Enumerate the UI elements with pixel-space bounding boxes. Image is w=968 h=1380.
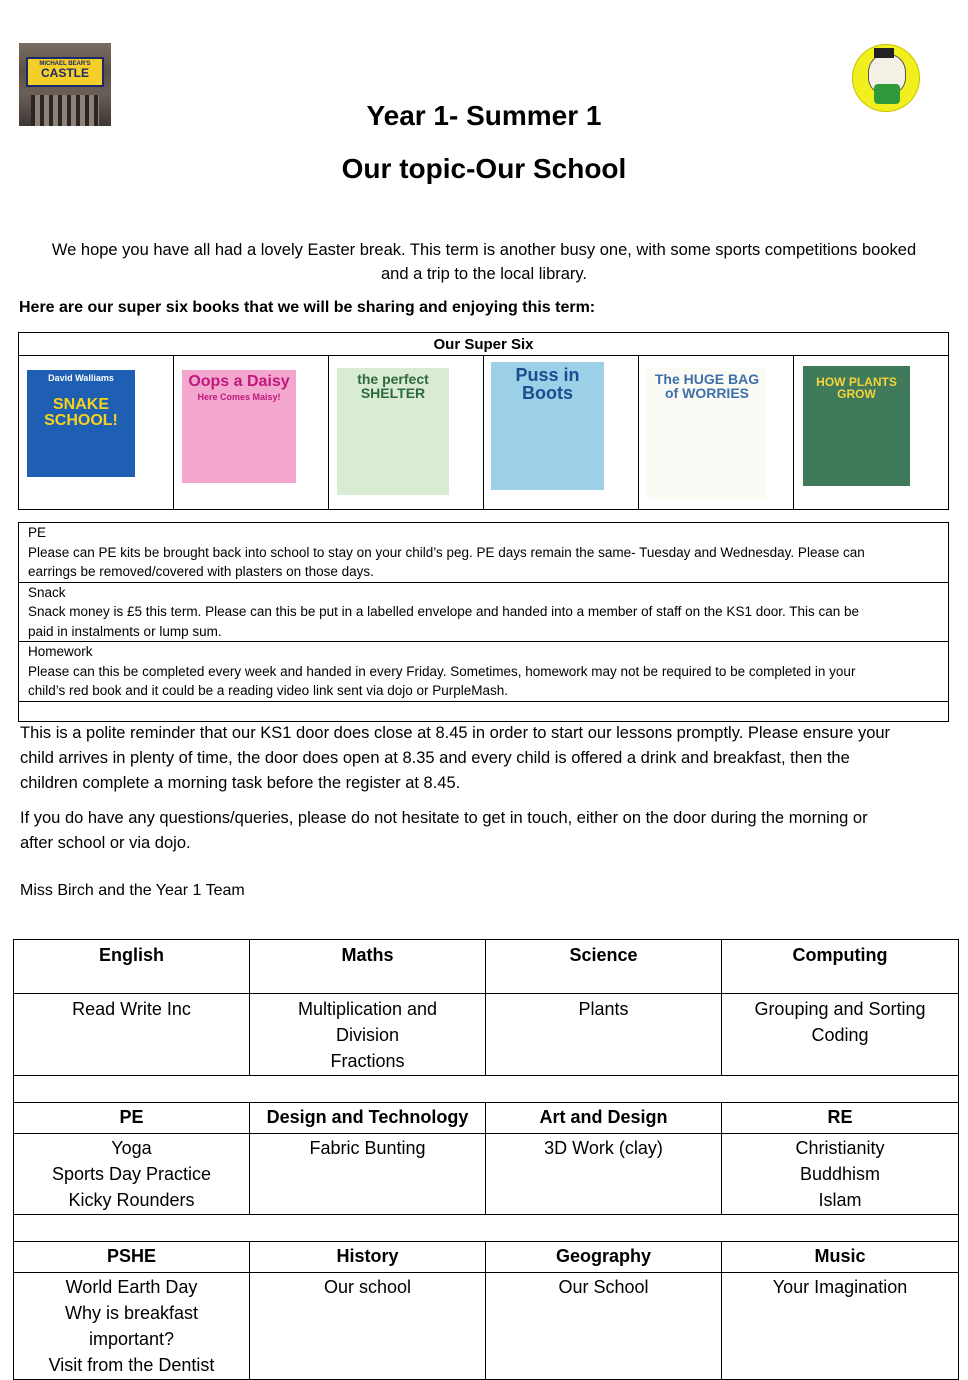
info-table: [18, 522, 949, 722]
subject-header: Design and Technology: [250, 1103, 486, 1134]
subject-content: Yoga Sports Day Practice Kicky Rounders: [14, 1134, 250, 1215]
topic-title: Our topic-Our School: [341, 153, 627, 184]
book-cover-puss-in-boots: Puss in Boots: [491, 362, 604, 490]
subject-content: Our School: [486, 1273, 722, 1380]
spacer-row: [14, 1076, 959, 1103]
subject-header: Geography: [486, 1242, 722, 1273]
subject-header: RE: [722, 1103, 959, 1134]
info-homework: Homework Please can this be completed every week and handed in every Friday. Sometimes, homework may not be required to be completed in your child’s red book and it could be a reading video link sent via dojo or PurpleMash.: [19, 642, 949, 702]
super-six-heading: Our Super Six: [19, 333, 949, 356]
subject-header: History: [250, 1242, 486, 1273]
subject-content: Our school: [250, 1273, 486, 1380]
subject-content: Grouping and Sorting Coding: [722, 994, 959, 1076]
bear-hat-icon: [874, 48, 894, 58]
book-cell: [329, 356, 484, 510]
subject-content: Read Write Inc: [14, 994, 250, 1076]
book-cover-perfect-shelter: the perfect SHELTER: [337, 368, 449, 495]
subjects-table: [13, 939, 959, 1380]
book-cover-huge-bag-of-worries: The HUGE BAG of WORRIES: [647, 368, 767, 500]
subject-content: Fabric Bunting: [250, 1134, 486, 1215]
super-six-table: [18, 332, 949, 510]
subject-header: Art and Design: [486, 1103, 722, 1134]
spacer-row: [14, 1215, 959, 1242]
subject-content: 3D Work (clay): [486, 1134, 722, 1215]
questions-paragraph: If you do have any questions/queries, please do not hesitate to get in touch, either on the door during the morning or after school or via dojo.: [20, 809, 868, 852]
castle-sign: MICHAEL BEAR'S CASTLE: [26, 57, 104, 87]
signoff: Miss Birch and the Year 1 Team: [20, 882, 245, 899]
info-snack: Snack Snack money is £5 this term. Please can this be put in a labelled envelope and handed into a member of staff on the KS1 door. This can be paid in instalments or lump sum.: [19, 582, 949, 642]
subject-header: Computing: [722, 940, 959, 994]
reminder-paragraph: This is a polite reminder that our KS1 door does close at 8.45 in order to start our lessons promptly. Please ensure your child arrives in plenty of time, the door does open at 8.35 and every child is offered a drink and breakfast, then the children complete a morning task before the register at 8.45.: [20, 724, 891, 792]
subject-header: PSHE: [14, 1242, 250, 1273]
subject-content: Christianity Buddhism Islam: [722, 1134, 959, 1215]
book-cell: [174, 356, 329, 510]
book-cover-how-plants-grow: HOW PLANTS GROW: [803, 366, 910, 486]
book-cover-snake-school: David Walliams SNAKE SCHOOL!: [27, 370, 135, 477]
intro-text: We hope you have all had a lovely Easter break. This term is another busy one, with some sports competitions booked and a trip to the local library.: [51, 241, 917, 283]
info-blank-row: [19, 701, 949, 721]
subject-content: World Earth Day Why is breakfast important? Visit from the Dentist: [14, 1273, 250, 1380]
subject-header: Maths: [250, 940, 486, 994]
books-lead-text: Here are our super six books that we will be sharing and enjoying this term:: [19, 299, 596, 316]
page-title: Year 1- Summer 1: [366, 100, 602, 131]
book-cover-oops-a-daisy: Oops a Daisy Here Comes Maisy!: [182, 370, 296, 483]
subject-header: PE: [14, 1103, 250, 1134]
book-cell: [639, 356, 794, 510]
subject-content: Your Imagination: [722, 1273, 959, 1380]
subject-content: Multiplication and Division Fractions: [250, 994, 486, 1076]
subject-header: Music: [722, 1242, 959, 1273]
subject-content: Plants: [486, 994, 722, 1076]
info-pe: PE Please can PE kits be brought back into school to stay on your child’s peg. PE days remain the same- Tuesday and Wednesday. Please can earrings be removed/covered with plasters on those days.: [19, 523, 949, 583]
book-cell: [484, 356, 639, 510]
book-cell: [794, 356, 949, 510]
book-cell: [19, 356, 174, 510]
subject-header: English: [14, 940, 250, 994]
subject-header: Science: [486, 940, 722, 994]
